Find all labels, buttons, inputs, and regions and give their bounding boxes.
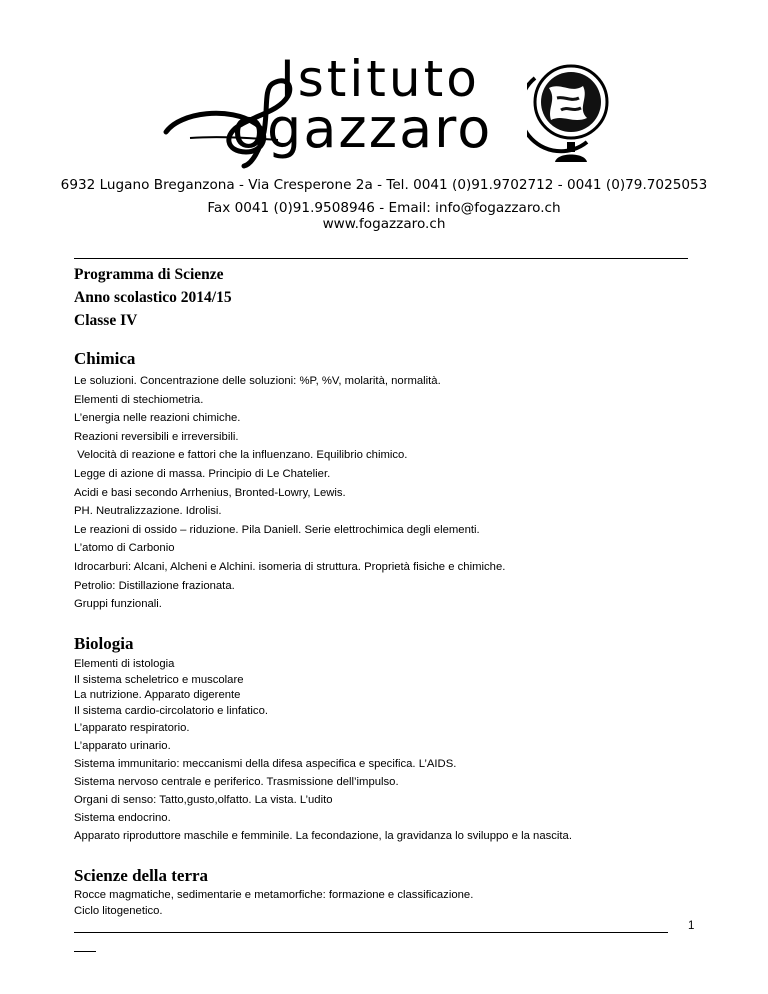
address-line: 6932 Lugano Breganzona - Via Cresperone 2a - Tel. 0041 (0)91.9702712 - 0041 (0)79.7025053 xyxy=(60,177,708,193)
website-line: www.fogazzaro.ch xyxy=(322,216,446,232)
contact-line: Fax 0041 (0)91.9508946 - Email: info@fogazzaro.ch xyxy=(207,200,561,216)
header-divider xyxy=(74,258,688,259)
biologia-topic-list xyxy=(74,657,572,845)
list-item: La nutrizione. Apparato digerente xyxy=(74,689,241,702)
globe-icon xyxy=(527,58,617,170)
list-item: Idrocarburi: Alcani, Alcheni e Alchini. isomeria di struttura. Proprietà fisiche e chimiche. xyxy=(74,560,506,573)
list-item: PH. Neutralizzazione. Idrolisi. xyxy=(74,505,222,518)
class-label: Classe IV xyxy=(74,312,138,329)
list-item: Le reazioni di ossido – riduzione. Pila Daniell. Serie elettrochimica degli elementi. xyxy=(74,523,480,536)
footer-divider xyxy=(74,932,668,933)
section-title-scienze-della-terra: Scienze della terra xyxy=(74,866,209,885)
list-item: L’energia nelle reazioni chimiche. xyxy=(74,412,241,425)
list-item: Ciclo litogenetico. xyxy=(74,904,163,917)
list-item: L’atomo di Carbonio xyxy=(74,542,175,555)
page-number: 1 xyxy=(688,920,695,932)
list-item: Elementi di istologia xyxy=(74,658,175,670)
chimica-topic-list xyxy=(74,372,505,614)
school-logo xyxy=(160,40,620,170)
list-item: Elementi di stechiometria. xyxy=(74,393,204,406)
list-item: Sistema endocrino. xyxy=(74,812,171,825)
list-item: Acidi e basi secondo Arrhenius, Bronted-Lowry, Lewis. xyxy=(74,486,346,499)
list-item: Il sistema scheletrico e muscolare xyxy=(74,673,244,686)
list-item: Petrolio: Distillazione frazionata. xyxy=(74,579,235,592)
logo-fogazzaro-text: ogazzaro xyxy=(232,97,493,160)
logo-istituto-text: Istituto xyxy=(280,50,480,108)
scienze-terra-topic-list xyxy=(74,888,473,919)
footer-divider-continuation xyxy=(74,951,96,952)
list-item: Gruppi funzionali. xyxy=(74,598,162,611)
list-item: Reazioni reversibili e irreversibili. xyxy=(74,430,239,443)
section-title-chimica: Chimica xyxy=(74,349,136,368)
list-item: Il sistema cardio-circolatorio e linfatico. xyxy=(74,704,268,717)
list-item: Legge di azione di massa. Principio di Le Chatelier. xyxy=(74,467,331,480)
document-title: Programma di Scienze xyxy=(74,266,224,283)
list-item: L’apparato urinario. xyxy=(74,740,171,753)
section-title-biologia: Biologia xyxy=(74,634,134,653)
list-item: Le soluzioni. Concentrazione delle soluzioni: %P, %V, molarità, normalità. xyxy=(74,375,441,387)
school-year: Anno scolastico 2014/15 xyxy=(74,289,232,306)
list-item: Sistema nervoso centrale e periferico. Trasmissione dell’impulso. xyxy=(74,776,399,789)
list-item: Organi di senso: Tatto,gusto,olfatto. La vista. L’udito xyxy=(74,794,333,807)
list-item: Rocce magmatiche, sedimentarie e metamorfiche: formazione e classificazione. xyxy=(74,889,474,901)
list-item: L’apparato respiratorio. xyxy=(74,722,190,735)
list-item: Velocità di reazione e fattori che la influenzano. Equilibrio chimico. xyxy=(74,449,408,462)
list-item: Sistema immunitario: meccanismi della difesa aspecifica e specifica. L’AIDS. xyxy=(74,758,457,771)
list-item: Apparato riproduttore maschile e femminile. La fecondazione, la gravidanza lo sviluppo e la nascita. xyxy=(74,830,572,843)
